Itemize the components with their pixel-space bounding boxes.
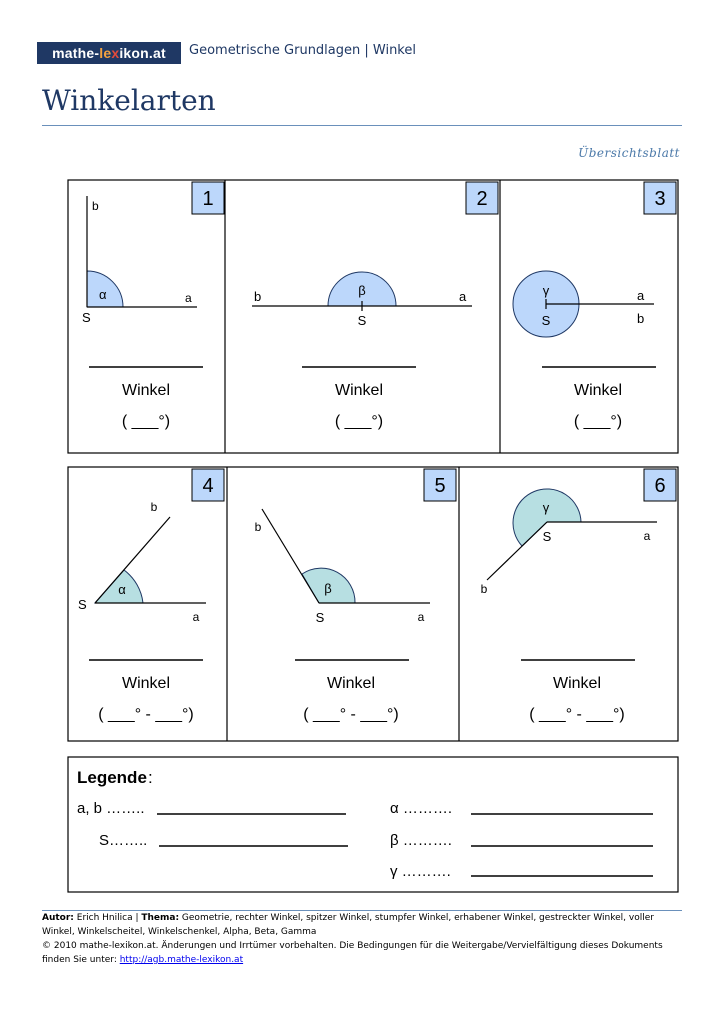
degree-blank: ( ___° - ___°) — [98, 706, 194, 723]
leg-a-label: a — [192, 610, 200, 624]
vertex-label: S — [315, 610, 325, 625]
leg-a-label: a — [417, 610, 425, 624]
panel-4 — [78, 469, 224, 723]
leg-b-label: b — [92, 199, 99, 213]
panel-caption: Winkel — [552, 675, 602, 692]
terms-link[interactable]: http://agb.mathe-lexikon.at — [119, 955, 244, 965]
leg-b-label: b — [254, 289, 262, 304]
leg-b — [262, 509, 319, 603]
angle-label: β — [324, 581, 332, 596]
footer-copyright: © 2010 mathe-lexikon.at. Änderungen und Irrtümer vorbehalten. Die Bedingungen für die Weitergabe/Vervielfältigung dieses Dokuments finden Sie unter: http://agb.mathe-lexikon.at — [42, 941, 663, 965]
site-logo: mathe-lexikon.at — [37, 42, 181, 64]
legend-row-s: S…….. — [99, 832, 148, 849]
page-title: Winkelarten — [42, 84, 216, 117]
panel-number: 4 — [202, 475, 214, 497]
legend-title: Legende — [77, 768, 147, 787]
legend-box — [68, 757, 678, 892]
panel-caption: Winkel — [573, 382, 623, 399]
angle-label: γ — [542, 283, 550, 298]
leg-a-label: a — [185, 291, 192, 305]
leg-b-label: b — [150, 500, 158, 514]
panel-1 — [82, 182, 224, 430]
panel-number: 5 — [434, 475, 446, 497]
legend-colon: : — [148, 768, 153, 787]
degree-blank: ( ___°) — [121, 413, 171, 430]
leg-a-label: a — [637, 288, 645, 303]
panel-caption: Winkel — [121, 675, 171, 692]
degree-blank: ( ___° - ___°) — [303, 706, 399, 723]
legend-row-beta: β ………. — [390, 832, 452, 849]
sheet-type-label: Übersichtsblatt — [578, 146, 680, 160]
vertex-label: S — [357, 313, 367, 328]
vertex-label: S — [541, 313, 551, 328]
leg-a-label: a — [459, 289, 467, 304]
footer — [42, 911, 682, 967]
leg-b-label: b — [637, 311, 645, 326]
panel-number: 6 — [654, 475, 666, 497]
panel-number: 2 — [476, 188, 488, 210]
angle-label: α — [118, 582, 126, 597]
panel-5 — [255, 469, 456, 723]
angle-label: α — [99, 287, 107, 302]
panel-number: 1 — [202, 188, 214, 210]
panel-number: 3 — [654, 188, 666, 210]
angle-label: β — [358, 283, 366, 298]
panel-caption: Winkel — [121, 382, 171, 399]
vertex-label: S — [82, 310, 91, 325]
legend-row-alpha: α ………. — [390, 800, 453, 817]
degree-blank: ( ___° - ___°) — [529, 706, 625, 723]
panel-caption: Winkel — [326, 675, 376, 692]
degree-blank: ( ___°) — [573, 413, 623, 430]
leg-a-label: a — [643, 529, 651, 543]
leg-b-label: b — [254, 520, 262, 534]
degree-blank: ( ___°) — [334, 413, 384, 430]
legend-row-ab: a, b …….. — [77, 800, 145, 817]
subject-breadcrumb: Geometrische Grundlagen | Winkel — [189, 43, 416, 58]
panel-6 — [481, 469, 676, 723]
footer-meta: Autor: Erich Hnilica | Thema: Geometrie, rechter Winkel, spitzer Winkel, stumpfer Winkel, erhabener Winkel, gestreckter Winkel, voller Winkel, Winkelscheitel, Winkelschenkel, Alpha, Beta, Gamma — [42, 913, 654, 937]
legend-row-gamma: γ ………. — [390, 863, 451, 880]
panel-2 — [252, 182, 498, 430]
panel-3 — [513, 182, 676, 430]
leg-b-label: b — [480, 582, 488, 596]
vertex-label: S — [78, 597, 87, 612]
row-2-frame — [68, 467, 678, 741]
vertex-label: S — [542, 529, 552, 544]
panel-caption: Winkel — [334, 382, 384, 399]
angle-label: γ — [542, 500, 550, 515]
